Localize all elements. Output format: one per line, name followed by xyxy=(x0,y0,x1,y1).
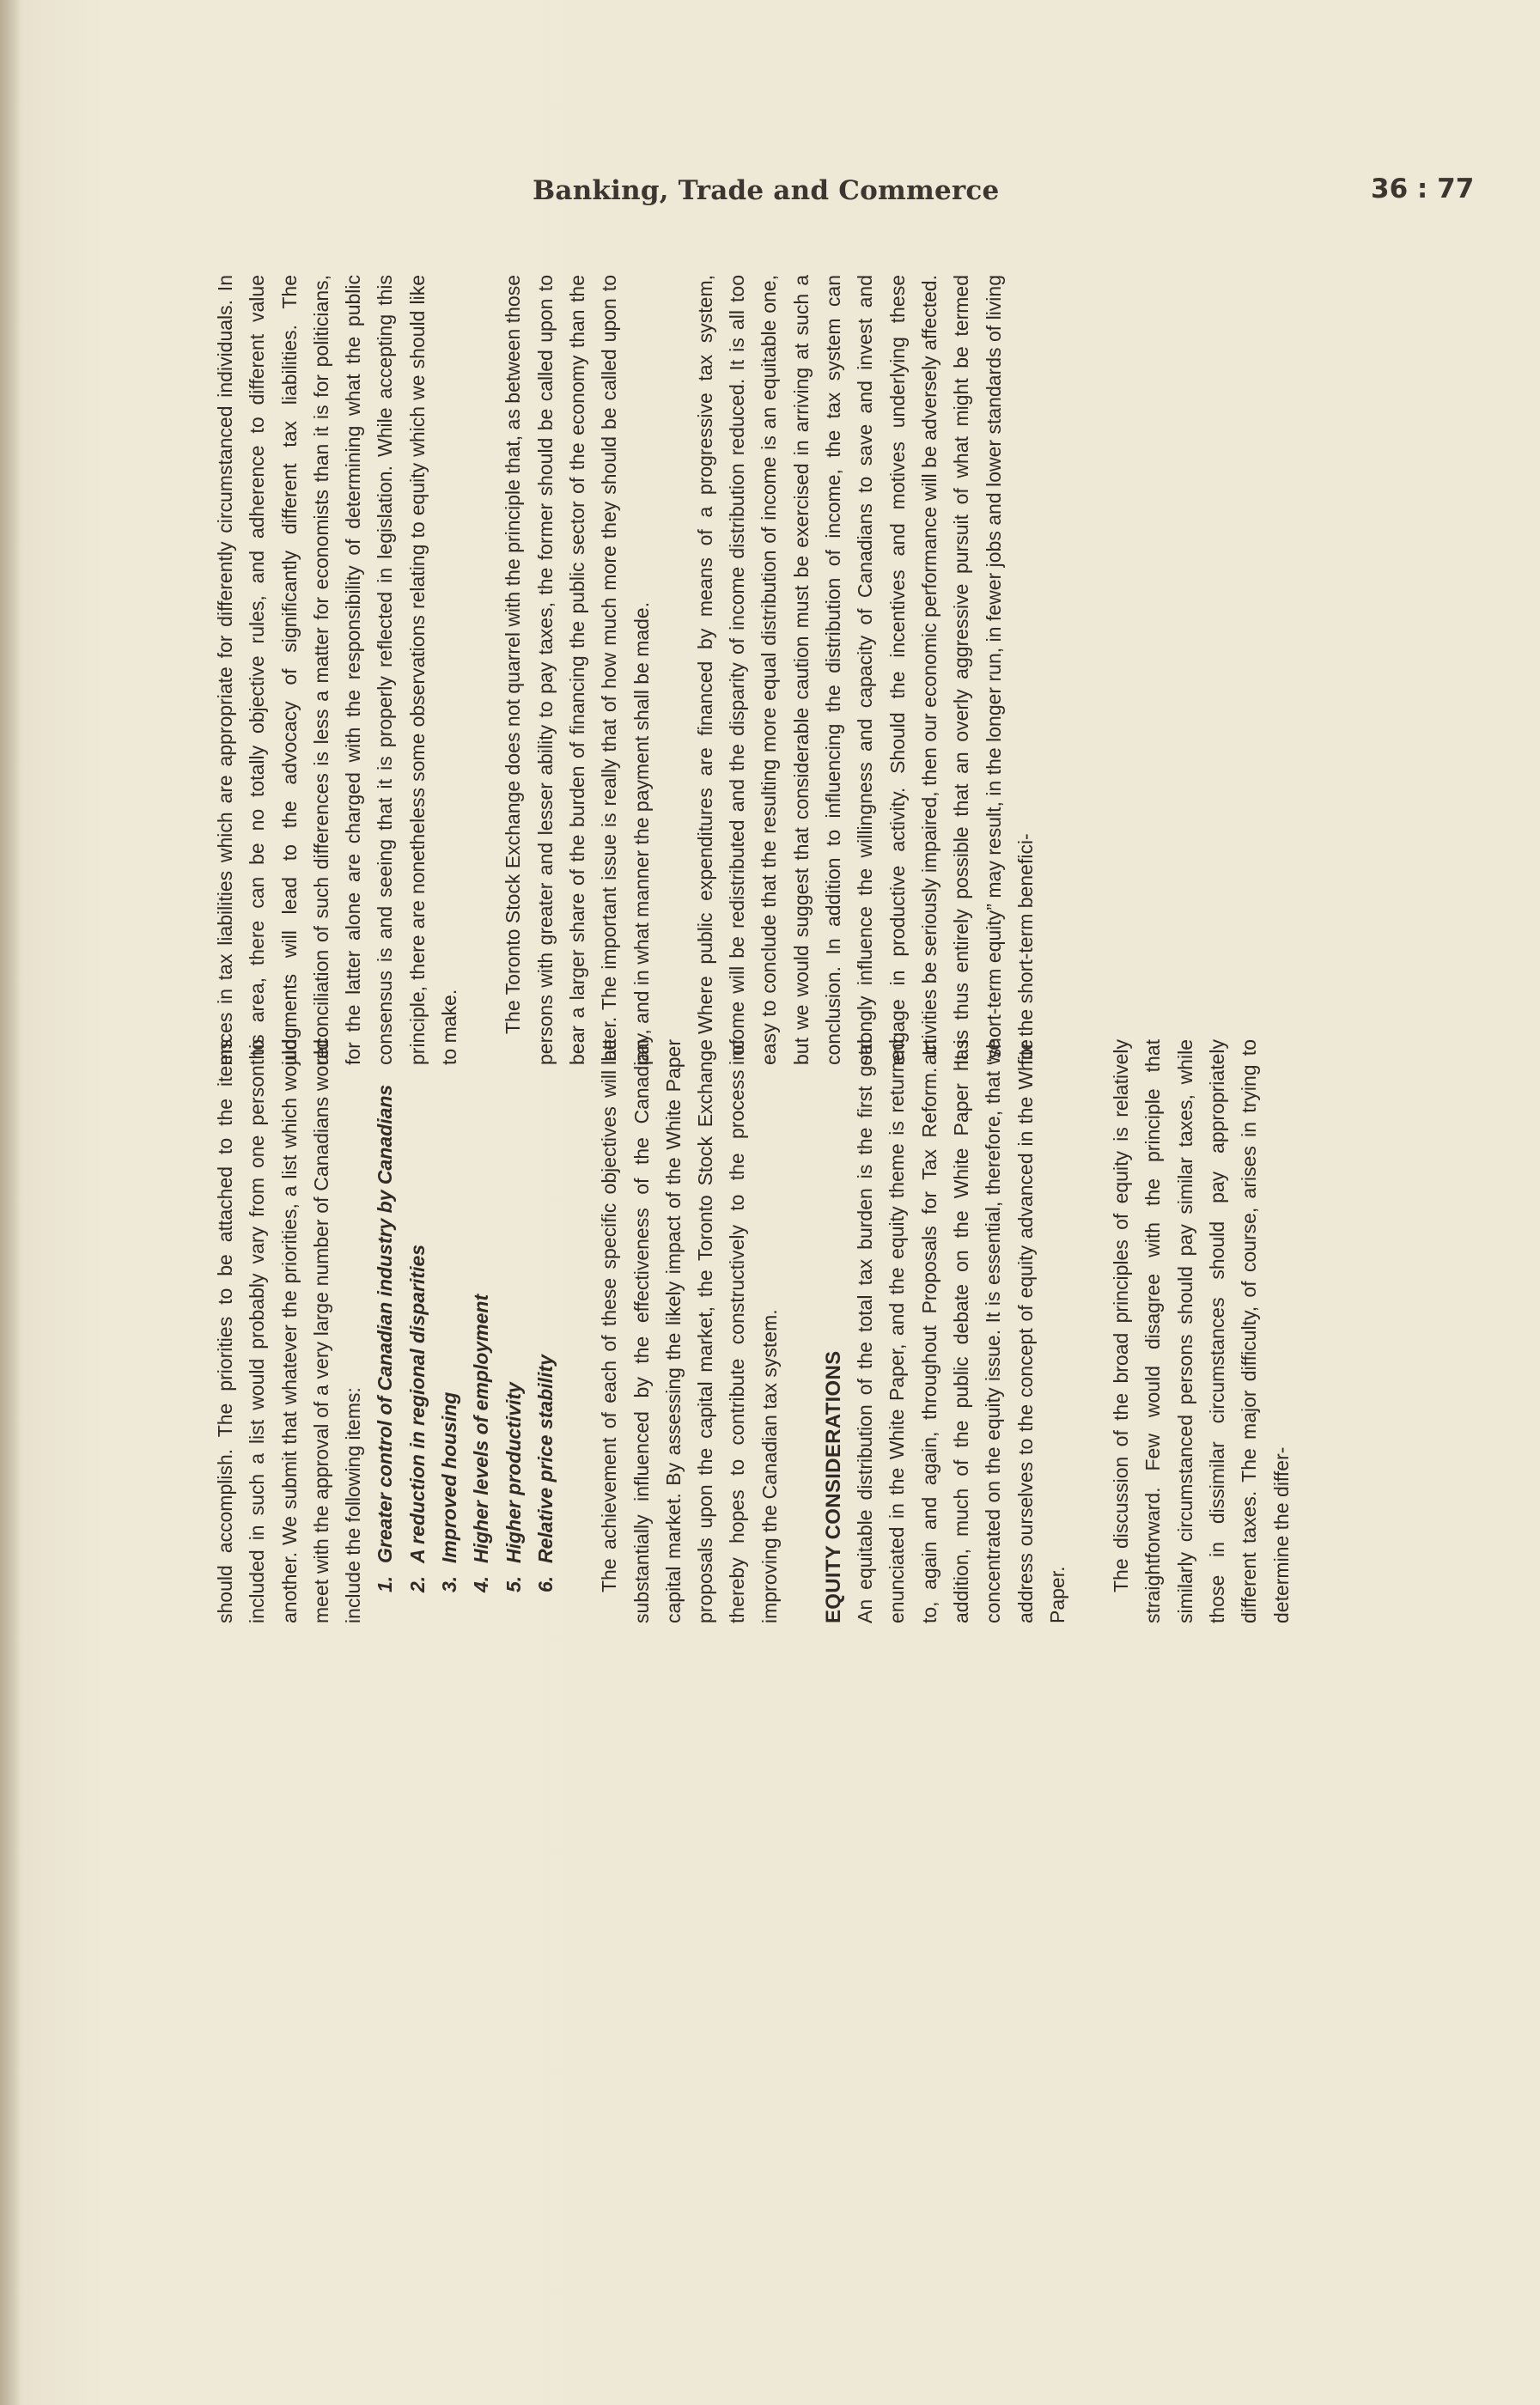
paragraph-intro: should accomplish. The priorities to be attached to the items included in such a list would probably vary from one person to another. We submit that whatever the priorities, a list which would meet with the approval of a very large number of Canadians would include the following items: xyxy=(214,1039,365,1623)
paragraph-differences: ences in tax liabilities which are appropriate for differently circumstanced individuals. In this area, there can be no totally objective rules, and adherence to different value judgments will lead to the advocacy of significantly different tax liabilities. The reconciliation of such differences is less a matter for economists than it is for politicians, for the latter alone are charged with the responsibility of determining what the public consensus is and seeing that it is properly reflected in legislation. While accepting this principle, there are nonetheless some observations relating to equity which we should like to make. xyxy=(214,275,461,1065)
paragraph-tse: The Toronto Stock Exchange does not quarrel with the principle that, as between those persons with greater and lesser ability to pay taxes, the former should be called upon to bear a larger share of the burden of financing the public sector of the economy than the latter. The important issue is really that of how much more they should be called upon to pay, and in what manner the payment shall be made. xyxy=(502,275,653,1065)
list-item: 6.Relative price stability xyxy=(533,1355,557,1592)
text-column-right xyxy=(210,275,1042,1065)
list-item: 5.Higher productivity xyxy=(502,1382,525,1592)
objectives-list xyxy=(369,1039,562,1623)
text-column-left xyxy=(210,1039,1298,1623)
section-heading: EQUITY CONSIDERATIONS xyxy=(822,1350,846,1623)
list-item: 2.A reduction in regional disparities xyxy=(405,1244,429,1592)
paragraph-equity: An equitable distribution of the total tax burden is the first goal enunciated in the White Paper, and the equity theme is returned to, again and again, throughout Proposals for Tax Reform. In addition, much of the public debate on the White Paper has concentrated on the equity issue. It is essential, therefore, that we address ourselves to the concept of equity advanced in the White Paper. xyxy=(854,1039,1068,1623)
running-header-title: Banking, Trade and Commerce xyxy=(533,175,1000,206)
list-item: 1.Greater control of Canadian industry by Canadians xyxy=(374,1084,397,1592)
paragraph-objectives: The achievement of each of these specific objectives will be substantially influenced by the effectiveness of the Canadian capital market. By assessing the likely impact of the White Paper proposals upon the capital market, the Toronto Stock Exchange thereby hopes to contribute constructively to the process of improving the Canadian tax system. xyxy=(598,1039,781,1623)
paragraph-discussion: The discussion of the broad principles of equity is relatively straightforward. Few would disagree with the principle that similarly circumstanced persons should pay similar taxes, while those in dissimilar circumstances should pay appropriately different taxes. The major difficulty, of course, arises in trying to determine the differ- xyxy=(1110,1039,1293,1623)
binding-gutter xyxy=(0,0,21,2405)
paragraph-public: Where public expenditures are financed by means of a progressive tax system, income will be redistributed and the disparity of income distribution reduced. It is all too easy to conclude that the resulting more equal distribution of income is an equitable one, but we would suggest that considerable caution must be exercised in arriving at such a conclusion. In addition to influencing the distribution of income, the tax system can strongly influence the willingness and capacity of Canadians to save and invest and engage in productive activity. Should the incentives and motives underlying these activities be seriously impaired, then our economic performance will be adversely affected. It is thus entirely possible that an overly aggressive pursuit of what might be termed “short-term equity” may result, in the longer run, in fewer jobs and lower standards of living for the short-term benefici- xyxy=(693,275,1037,1065)
page-number: 36 : 77 xyxy=(1371,174,1475,204)
list-item: 3.Improved housing xyxy=(438,1391,461,1592)
list-item: 4.Higher levels of employment xyxy=(470,1294,493,1592)
